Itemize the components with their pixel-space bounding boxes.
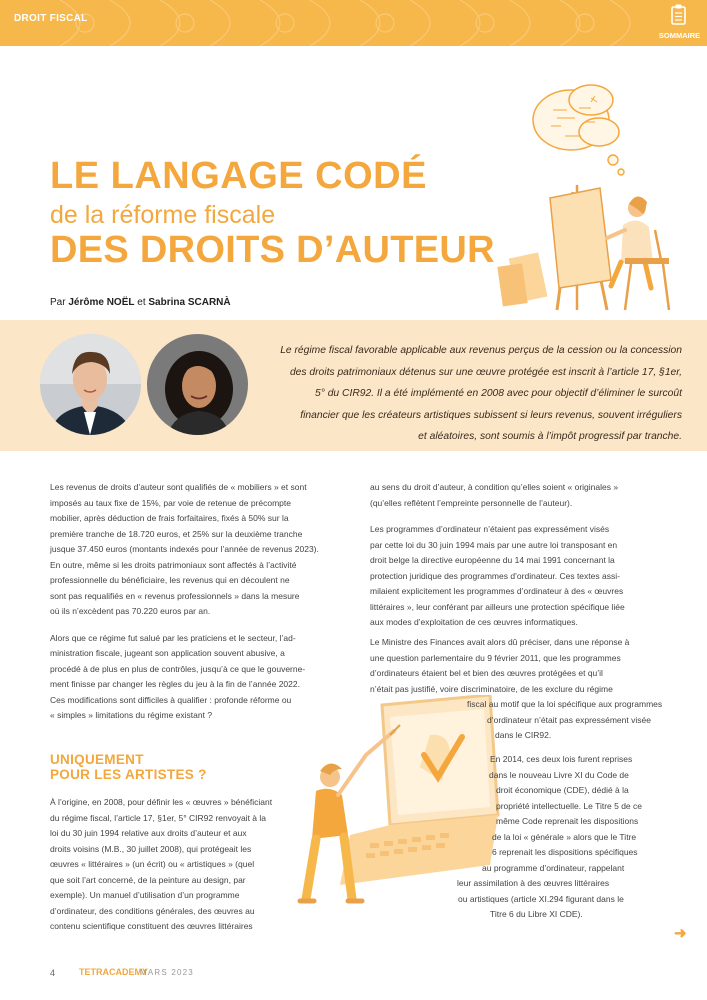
text-line: Titre 6 du Libre XI CDE).: [490, 909, 583, 919]
subheading-line: POUR LES ARTISTES ?: [50, 767, 207, 782]
subheading: [50, 752, 207, 782]
portrait-man: [40, 334, 141, 435]
text-line: Le Ministre des Finances avait alors dû préciser, dans une réponse à: [370, 637, 630, 647]
subheading-line: UNIQUEMENT: [50, 752, 144, 767]
next-arrow-icon[interactable]: ➜: [674, 925, 687, 942]
text-line: En outre, même si les droits patrimoniaux sont affectés à l’activité: [50, 559, 297, 570]
portrait-woman: [147, 334, 248, 435]
top-bar: [0, 0, 707, 46]
text-line: Alors que ce régime fut salué par les praticiens et le secteur, l’ad-: [50, 632, 296, 643]
paragraph-1: [50, 480, 340, 620]
paragraph-3: [50, 795, 310, 935]
right-column-bottom: [370, 752, 686, 923]
text-line: Les revenus de droits d’auteur sont qualifiés de « mobiliers » et sont: [50, 482, 307, 492]
intro-paragraph: [246, 340, 682, 448]
text-line: une question parlementaire du 9 février 2011, que les programmes: [370, 652, 621, 663]
text-line: aux modes d’exploitation de ces œuvres informatiques.: [370, 617, 578, 627]
text-line: contenu scientifique constituent des œuvres littéraires: [50, 921, 253, 931]
text-line: loi du 30 juin 1994 relative aux droits d’auteur et aux: [50, 828, 247, 838]
text-line: ministration fiscale, jugeant son application souvent abusive, a: [50, 648, 285, 658]
topbar-pattern: [0, 0, 707, 46]
text-line: que soit l’art concerné, de la peinture au design, par: [50, 874, 246, 885]
text-line: droit économique (CDE), dédié à la: [496, 785, 629, 795]
intro-line: 5° du CIR92. Il a été implémenté en 2008 avec pour objectif d’éliminer le surcoût: [315, 388, 682, 399]
title-line-1: LE LANGAGE CODÉ: [50, 155, 427, 197]
text-line: Les programmes d’ordinateur n’étaient pas expressément visés: [370, 524, 610, 534]
text-line: ment finisse par changer les règles du jeu à la fin de l’année 2022.: [50, 679, 300, 689]
text-line: procédé à de plus en plus de contrôles, jusqu’à ce que le gouverne-: [50, 663, 306, 674]
byline-conj: et: [137, 297, 146, 308]
text-line: du régime fiscal, l’article 17, §1er, 5° CIR92 renvoyait à la: [50, 812, 267, 823]
intro-line: financier que les créateurs artistiques subissent si leurs revenus, souvent irréguliers: [300, 409, 682, 421]
title-line-2: de la réforme fiscale: [50, 201, 276, 229]
byline-prefix: Par: [50, 297, 66, 308]
text-line: mobilier, après déduction de frais forfaitaires, fixés à 50% sur la: [50, 513, 289, 523]
text-line: sont pas requalifiés en « revenus professionnels » dans la mesure: [50, 590, 300, 601]
text-line: n’était pas justifié, voire discriminatoire, de les exclure du régime: [370, 683, 613, 694]
text-line: 6 reprenait les dispositions spécifiques: [492, 847, 638, 857]
clipboard-icon: [650, 0, 707, 30]
text-line: professionnelle du bénéficiaire, les revenus qui en découlent ne: [50, 575, 290, 585]
text-line: exemple). Un manuel d’utilisation d’un programme: [50, 890, 240, 900]
paragraph-4: [370, 480, 690, 511]
text-line: fiscal au motif que la loi spécifique aux programmes: [467, 699, 663, 709]
text-line: protection juridique des programmes d’ordinateur. Ces textes assi-: [370, 570, 620, 581]
text-line: d’ordinateur n’était pas expressément visée: [487, 714, 651, 725]
text-line: où ils n’excèdent pas 70.220 euros par an.: [50, 606, 211, 616]
right-column-top: [370, 480, 690, 642]
author-photo-2: [147, 334, 248, 435]
text-line: droit belge la directive européenne du 14 mai 1991 concernant la: [370, 555, 615, 565]
text-line: jusque 37.450 euros (montants indexés pour l’année de revenus 2023).: [50, 544, 319, 554]
text-line: première tranche de 18.720 euros, et 25% sur la deuxième tranche: [50, 528, 303, 539]
text-line: À l’origine, en 2008, pour définir les « œuvres » bénéficiant: [50, 797, 273, 807]
text-line: d’ordinateurs étaient bel et bien des œuvres protégées et qu’il: [370, 668, 603, 678]
text-line: ou artistiques (article XI.294 figurant dans le: [458, 893, 624, 904]
text-line: « simples » limitations du régime existant ?: [50, 710, 213, 720]
text-line: En 2014, ces deux lois furent reprises: [490, 754, 633, 764]
author-1: Jérôme NOËL: [68, 297, 135, 308]
painter-illustration: [495, 80, 707, 315]
brand-logo: TETRACADEMY: [79, 967, 148, 977]
text-line: (qu’elles reflètent l’empreinte personnelle de l’auteur).: [370, 497, 573, 508]
text-line: d’ordinateur, des conditions générales, des œuvres au: [50, 905, 255, 916]
sommaire-label[interactable]: SOMMAIRE: [658, 31, 701, 40]
text-line: littéraires », leur conférant par ailleurs une protection spécifique liée: [370, 601, 625, 612]
text-line: leur assimilation à des œuvres littéraires: [457, 878, 610, 888]
text-line: au sens du droit d’auteur, à condition qu’elles soient « originales »: [370, 482, 619, 492]
issue-date: MARS 2023: [140, 968, 194, 977]
text-line: dans le nouveau Livre XI du Code de: [489, 769, 629, 780]
intro-line: et aléatoires, sont soumis à l’impôt progressif par tranche.: [418, 431, 682, 442]
text-line: de la loi « générale » alors que le Titre: [492, 831, 637, 842]
author-2: Sabrina SCARNÀ: [148, 297, 231, 308]
title-line-3: DES DROITS D’AUTEUR: [50, 229, 495, 271]
text-line: au programme d’ordinateur, rappelant: [482, 862, 625, 873]
intro-line: Le régime fiscal favorable applicable aux revenus perçus de la cession ou la concession: [280, 345, 682, 356]
byline: [50, 297, 231, 308]
text-line: œuvres « littéraires » (un écrit) ou « artistiques » (quel: [50, 859, 255, 869]
paragraph-5: [370, 522, 690, 631]
left-column-bottom: [50, 795, 310, 946]
text-line: imposés au taux fixe de 15%, par voie de retenue de précompte: [50, 497, 291, 508]
text-line: droits voisins (M.B., 30 juillet 2008), qui protégeait les: [50, 843, 252, 854]
text-line: même Code reprenait les dispositions: [496, 816, 639, 826]
text-line: par cette loi du 30 juin 1994 mais par une autre loi transposant en: [370, 539, 618, 550]
text-line: milaient explicitement les programmes d’ordinateur à des « œuvres: [370, 586, 624, 596]
text-line: propriété intellectuelle. Le Titre 5 de ce: [496, 800, 643, 811]
text-line: Ces modifications sont difficiles à qualifier : profonde réforme ou: [50, 694, 292, 705]
page-number: 4: [50, 968, 56, 978]
section-label: DROIT FISCAL: [14, 13, 88, 24]
intro-line: des droits patrimoniaux détenus sur une œuvre protégée est inscrit à l’article 17, §1er,: [289, 366, 682, 378]
author-photo-1: [40, 334, 141, 435]
text-line: dans le CIR92.: [495, 730, 552, 740]
right-column-middle: [370, 635, 690, 744]
